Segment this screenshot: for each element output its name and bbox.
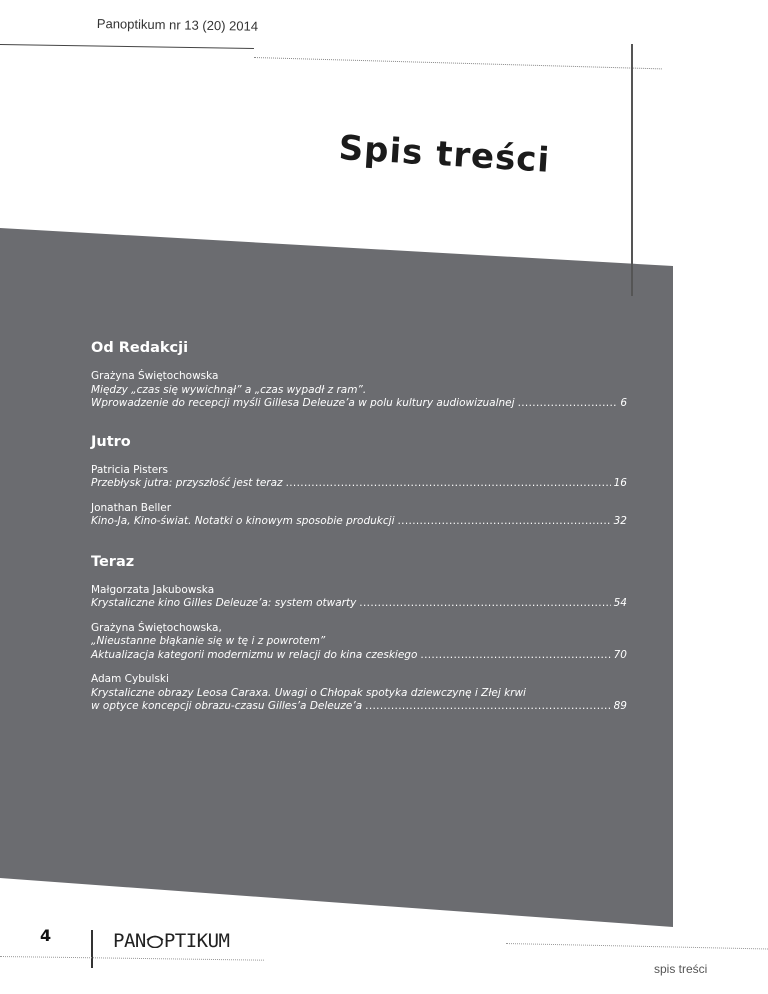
entry-title-text: Przebłysk jutra: przyszłość jest teraz	[91, 477, 283, 489]
section-title: Od Redakcji	[91, 340, 189, 356]
table-of-contents	[91, 340, 627, 725]
footer-dotted-rule-right	[506, 943, 768, 949]
entry-author: Adam Cybulski	[91, 673, 169, 685]
toc-entry[interactable]	[91, 502, 627, 529]
leader-dots	[359, 597, 610, 611]
entry-page-number: 70	[613, 648, 627, 661]
toc-entry[interactable]	[91, 464, 627, 491]
entry-author: Grażyna Świętochowska	[91, 370, 219, 382]
entry-title-line	[91, 597, 627, 611]
toc-entry[interactable]	[91, 622, 627, 663]
footer-section-label: spis treści	[654, 962, 708, 976]
entry-title-text: Kino-Ja, Kino-świat. Notatki o kinowym sposobie produkcji	[91, 515, 395, 527]
entry-page-number: 89	[613, 700, 627, 712]
entry-author: Patricia Pisters	[91, 463, 168, 476]
entry-title-text: w optyce koncepcji obrazu-czasu Gilles’a Deleuze’a	[91, 700, 363, 712]
entry-title-line: „Nieustanne błąkanie się w tę i z powrotem”	[91, 635, 326, 647]
entry-author: Małgorzata Jakubowska	[91, 583, 215, 596]
leader-dots	[398, 515, 611, 529]
logo-text-right: PTIKUM	[163, 930, 230, 952]
panoptikum-logo	[113, 930, 229, 952]
entry-title-line: Między „czas się wywichnął” a „czas wypadł z ram”.	[91, 383, 367, 396]
header-dotted-rule	[254, 57, 662, 69]
logo-text-left: PAN	[113, 930, 146, 952]
entry-author: Jonathan Beller	[91, 501, 172, 514]
toc-entry[interactable]	[91, 584, 627, 611]
leader-dots	[518, 397, 618, 411]
entry-page-number: 54	[613, 597, 627, 609]
entry-title-line	[91, 477, 627, 491]
section-teraz	[91, 554, 627, 714]
entry-title-line: Krystaliczne obrazy Leosa Caraxa. Uwagi o Chłopak spotyka dziewczynę i Złej krwi	[91, 686, 526, 699]
entry-title-text: Wprowadzenie do recepcji myśli Gillesa Deleuze’a w polu kultury audiowizualnej	[91, 397, 515, 409]
journal-header: Panoptikum nr 13 (20) 2014	[96, 16, 259, 34]
entry-title-line	[91, 515, 627, 529]
entry-page-number: 16	[613, 477, 627, 489]
leader-dots	[286, 477, 611, 491]
leader-dots	[365, 700, 610, 714]
page-number: 4	[40, 926, 52, 945]
entry-author: Grażyna Świętochowska,	[91, 621, 222, 634]
entry-page-number: 6	[620, 397, 627, 409]
vertical-rule	[631, 44, 633, 296]
eye-o-icon	[146, 931, 164, 945]
toc-entry[interactable]	[91, 370, 627, 411]
page-title: Spis treści	[337, 128, 552, 181]
section-od-redakcji	[91, 340, 627, 411]
leader-dots	[420, 649, 610, 663]
entry-page-number: 32	[613, 515, 627, 527]
footer-dotted-rule-left	[0, 956, 264, 961]
section-jutro	[91, 434, 627, 529]
section-title: Teraz	[91, 553, 135, 570]
entry-title-line	[91, 700, 627, 714]
footer-vertical-rule	[91, 930, 93, 968]
entry-title-line	[91, 649, 627, 663]
entry-title-text: Krystaliczne kino Gilles Deleuze’a: system otwarty	[91, 597, 357, 609]
entry-title-line	[91, 397, 627, 411]
section-title: Jutro	[91, 433, 131, 450]
header-rule	[0, 44, 254, 49]
toc-entry[interactable]	[91, 673, 627, 714]
entry-title-text: Aktualizacja kategorii modernizmu w relacji do kina czeskiego	[91, 648, 418, 661]
